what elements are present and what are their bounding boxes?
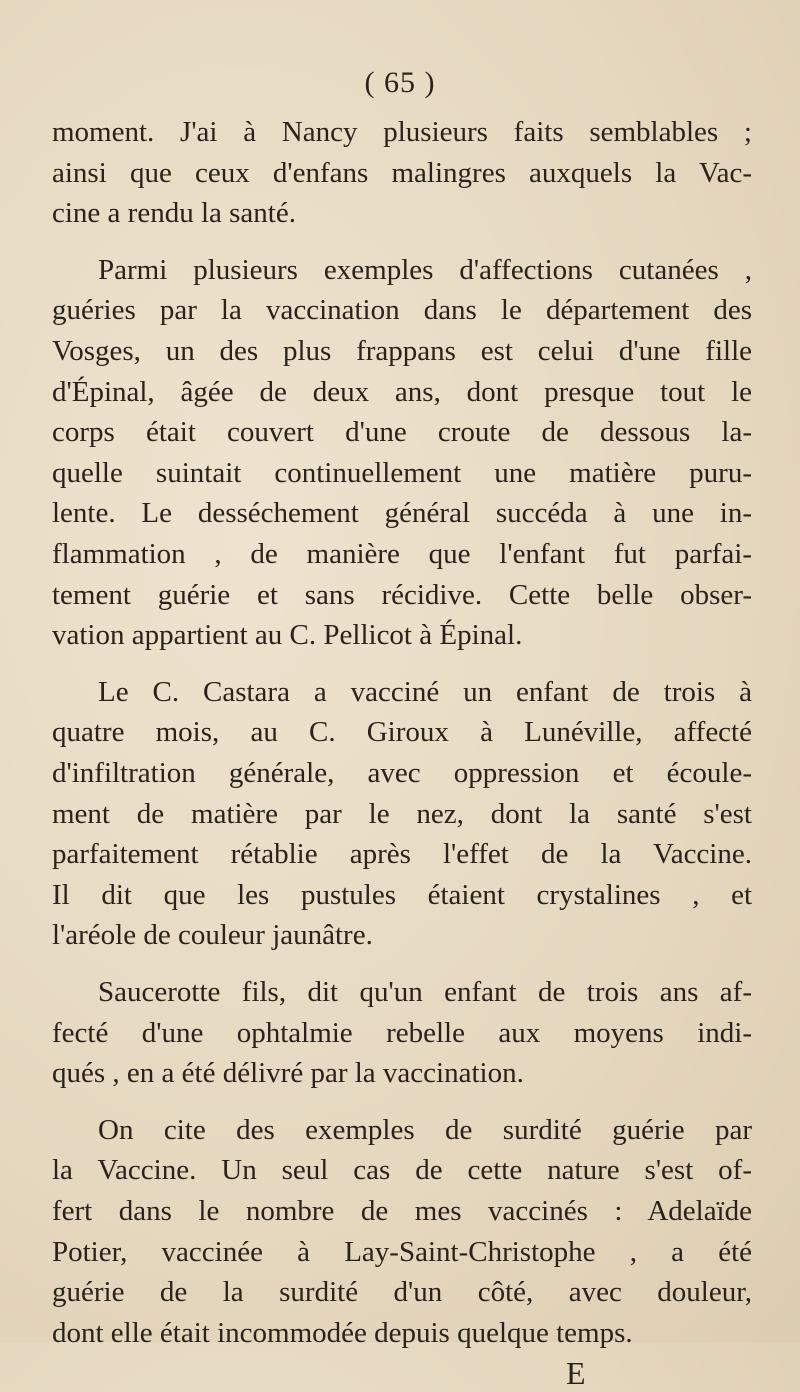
text-line: quatre mois, au C. Giroux à Lunéville, affecté [52, 716, 752, 749]
text-line: tement guérie et sans récidive. Cette belle obser- [52, 578, 752, 611]
text-line: lente. Le desséchement général succéda à une in- [52, 497, 752, 530]
text-line: On cite des exemples de surdité guérie par [98, 1113, 752, 1146]
text-line: d'infiltration générale, avec oppression et écoule- [52, 757, 752, 789]
text-line: Le C. Castara a vacciné un enfant de trois à [98, 675, 752, 708]
text-line: l'aréole de couleur jaunâtre. [52, 919, 373, 952]
text-line: parfaitement rétablie après l'effet de la Vaccine. [52, 838, 752, 871]
text-line: guéries par la vaccination dans le département des [52, 294, 752, 327]
text-line: Potier, vaccinée à Lay-Saint-Christophe , a été [52, 1235, 752, 1268]
text-line: cine a rendu la santé. [52, 197, 296, 230]
text-line: quelle suintait continuellement une matière puru- [52, 456, 752, 489]
text-line: Saucerotte fils, dit qu'un enfant de trois ans af- [98, 976, 752, 1008]
page-number: ( 65 ) [364, 66, 436, 99]
text-line: guérie de la surdité d'un côté, avec douleur, [52, 1276, 752, 1309]
text-line: dont elle était incommodée depuis quelque temps. [52, 1316, 633, 1349]
text-line: qués , en a été délivré par la vaccination. [52, 1057, 524, 1090]
text-line: Il dit que les pustules étaient crystalines , et [52, 878, 752, 911]
text-line: ainsi que ceux d'enfans malingres auxquels la Vac- [52, 156, 752, 189]
text-line: la Vaccine. Un seul cas de cette nature s'est of- [52, 1154, 752, 1187]
text-line: ment de matière par le nez, dont la santé s'est [52, 797, 752, 830]
text-line: fert dans le nombre de mes vaccinés : Adelaïde [52, 1195, 752, 1227]
text-line: Parmi plusieurs exemples d'affections cutanées , [98, 253, 752, 286]
signature-mark: E [566, 1355, 586, 1392]
text-line: d'Épinal, âgée de deux ans, dont presque tout le [52, 375, 752, 408]
text-line: flammation , de manière que l'enfant fut parfai- [52, 538, 752, 570]
text-line: vation appartient au C. Pellicot à Épinal. [52, 619, 523, 652]
text-line: corps était couvert d'une croute de dessous la- [52, 416, 752, 449]
text-line: Vosges, un des plus frappans est celui d'une fille [52, 335, 752, 367]
text-line: fecté d'une ophtalmie rebelle aux moyens indi- [52, 1016, 752, 1049]
text-line: moment. J'ai à Nancy plusieurs faits semblables ; [52, 116, 752, 148]
